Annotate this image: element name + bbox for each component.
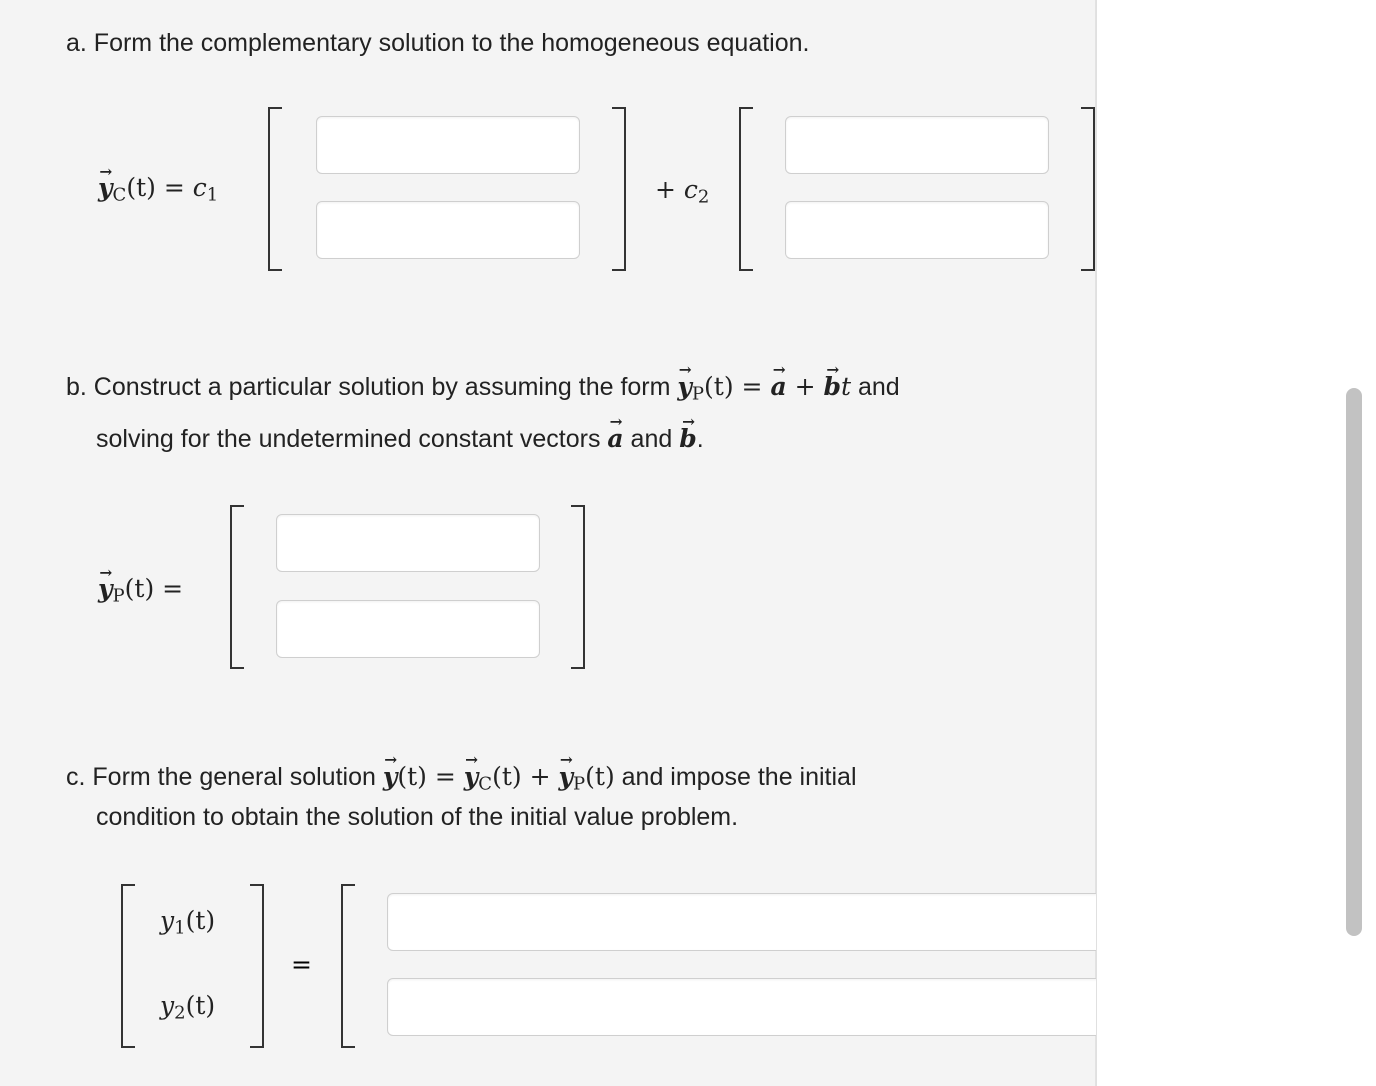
part-b-left-bracket: [230, 505, 244, 669]
part-a-vec1-right-bracket: [612, 107, 626, 271]
part-c-y1: $y_1(t)$: [160, 906, 216, 939]
part-a-lhs: → $y_C(t) = c_1$: [98, 173, 218, 206]
part-c-equals: =: [291, 950, 312, 979]
part-b-top-input[interactable]: [276, 514, 540, 572]
part-a-vec1-left-bracket: [268, 107, 282, 271]
part-a-vec1-top-input[interactable]: [316, 116, 580, 174]
part-c-rhs-left-bracket: [341, 884, 355, 1048]
part-a-prompt: a. Form the complementary solution to the homogeneous equation.: [66, 29, 810, 57]
part-c-prompt-line1: c. Form the general solution → y(t) = → $y_C(t)$ + → $y_P(t)$ and impose the initial: [66, 762, 857, 795]
part-b-prompt-line2: solving for the undetermined constant vectors → a and → b.: [96, 424, 704, 454]
part-a-vec1-bottom-input[interactable]: [316, 201, 580, 259]
part-b-lhs: → $y_P(t)$ =: [98, 574, 183, 607]
part-c-lhs-right-bracket: [250, 884, 264, 1048]
part-a-vec2-top-input[interactable]: [785, 116, 1049, 174]
part-a-vec2-left-bracket: [739, 107, 753, 271]
scrollbar-thumb[interactable]: [1346, 388, 1362, 936]
part-c-top-input[interactable]: [387, 893, 1176, 951]
part-c-lhs-left-bracket: [121, 884, 135, 1048]
right-pane: [1096, 0, 1342, 1086]
part-b-right-bracket: [571, 505, 585, 669]
part-a-vec2-right-bracket: [1081, 107, 1095, 271]
part-a-vec2-bottom-input[interactable]: [785, 201, 1049, 259]
part-a-c2: + $c_2$: [655, 175, 710, 208]
part-b-bottom-input[interactable]: [276, 600, 540, 658]
part-c-prompt-line2: condition to obtain the solution of the initial value problem.: [96, 803, 739, 831]
part-c-bottom-input[interactable]: [387, 978, 1176, 1036]
part-b-prompt-line1: b. Construct a particular solution by assuming the form → $y_P(t)$ = → a + → bt and: [66, 372, 900, 405]
part-c-y2: $y_2(t)$: [160, 991, 216, 1024]
